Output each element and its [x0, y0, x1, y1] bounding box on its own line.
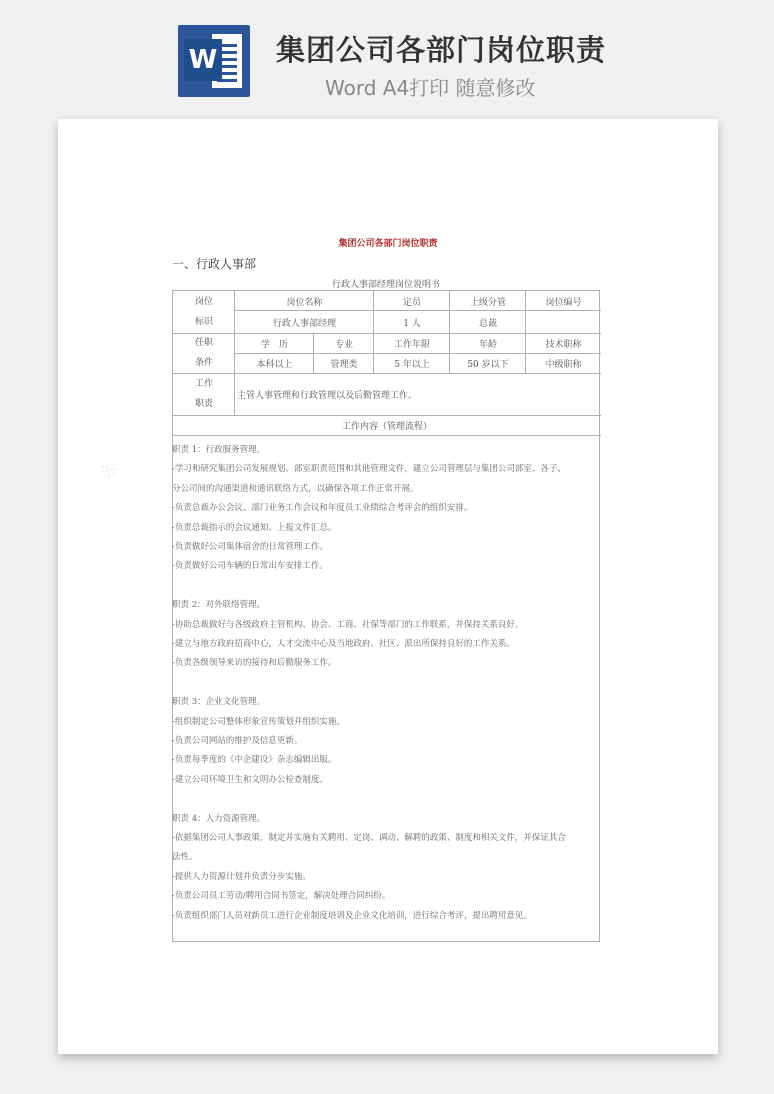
requirements-label: 任职 条件 — [194, 338, 213, 368]
tech-title-header: 技术职称 — [545, 339, 582, 350]
content-line: -提供人力资源计划并负责分步实施。 — [172, 871, 311, 882]
content-line: 分公司间的沟通渠道和通讯联络方式，以确保各项工作正常开展。 — [172, 483, 419, 494]
document-page — [58, 119, 718, 1054]
banner-subtitle: Word A4打印 随意修改 — [325, 76, 536, 100]
content-line: -负责每季度的《中企建设》杂志编辑出版。 — [172, 755, 337, 766]
content-line: -负责公司员工劳动/聘用合同书签定，解决处理合同纠纷。 — [172, 891, 391, 902]
education-header: 学 历 — [260, 339, 288, 350]
major-value: 管理类 — [330, 359, 358, 370]
banner — [0, 0, 774, 118]
quota-value: 1 人 — [403, 318, 421, 329]
content-line: -协助总裁做好与各级政府主管机构、协会、工商、社保等部门的工作联系，并保持关系良好。 — [172, 619, 524, 630]
word-logo-letter: W — [184, 39, 222, 81]
content-line: -建立公司环境卫生和文明办公检查制度。 — [172, 774, 328, 785]
duty-text: 主管人事管理和行政管理以及后勤管理工作。 — [237, 390, 418, 401]
content-line: -组织制定公司整体形象宣传策划并组织实施。 — [172, 716, 345, 727]
age-value: 50 岁以下 — [467, 359, 509, 370]
content-line: 法性。 — [172, 852, 198, 863]
work-content-body — [172, 441, 600, 926]
experience-header: 工作年限 — [393, 339, 430, 350]
content-line: -建立与地方政府招商中心，人才交流中心及当地政府、社区、派出所保持良好的工作关系。 — [172, 639, 515, 650]
age-header: 年龄 — [478, 339, 497, 350]
blank-line — [172, 674, 600, 693]
experience-value: 5 年以上 — [394, 359, 430, 370]
tech-title-value: 中级职称 — [545, 359, 582, 370]
blank-line — [172, 790, 600, 809]
section-heading: 一、行政人事部 — [172, 257, 257, 271]
work-content-header: 工作内容（管理流程） — [341, 421, 432, 432]
content-line: 职责 3：企业文化管理。 — [172, 697, 266, 708]
superior-header: 上级分管 — [469, 297, 506, 308]
blank-line — [172, 577, 600, 596]
content-line: -负责公司网站的维护及信息更新。 — [172, 736, 303, 747]
superior-value: 总裁 — [478, 318, 497, 329]
banner-title: 集团公司各部门岗位职责 — [276, 33, 607, 67]
content-line: -负责总裁办公会议、部门业务工作会议和年度员工业绩综合考评会的组织安排。 — [172, 503, 473, 514]
content-line: -负责做好公司车辆的日常出车安排工作。 — [172, 561, 328, 572]
position-id-label: 岗位 标识 — [194, 297, 213, 327]
content-line: -负责做好公司集体宿舍的日常管理工作。 — [172, 542, 328, 553]
position-code-header: 岗位编号 — [545, 297, 582, 308]
position-name-value: 行政人事部经理 — [272, 318, 336, 329]
major-header: 专业 — [334, 339, 353, 350]
watermark — [92, 456, 121, 487]
quota-header: 定员 — [402, 297, 421, 308]
content-line: 职责 4：人力资源管理。 — [172, 813, 266, 824]
content-line: -依据集团公司人事政策，制定并实施有关聘用、定岗、调动、解聘的政策、制度和相关文件，并保证其合 — [172, 833, 566, 844]
content-line: 职责 2：对外联络管理。 — [172, 600, 266, 611]
word-logo-icon — [178, 25, 250, 97]
position-code-value — [526, 311, 601, 333]
content-line: -负责各级领导来访的接待和后勤服务工作。 — [172, 658, 337, 669]
duty-label: 工作 职责 — [194, 379, 213, 409]
content-line: -学习和研究集团公司发展规划、部室职责范围和其他管理文件，建立公司管理层与集团公司部室、各子、 — [172, 464, 566, 475]
document-title: 集团公司各部门岗位职责 — [338, 239, 438, 249]
education-value: 本科以上 — [256, 359, 293, 370]
content-line: 职责 1：行政服务管理。 — [172, 445, 266, 455]
content-line: -负责组织部门人员对新员工进行企业制度培训及企业文化培训，进行综合考评，提出聘用意见。 — [172, 910, 532, 921]
table-caption: 行政人事部经理岗位说明书 — [331, 280, 440, 290]
content-line: -负责总裁指示的会议通知、上报文件汇总。 — [172, 522, 337, 533]
position-name-header: 岗位名称 — [286, 297, 323, 308]
